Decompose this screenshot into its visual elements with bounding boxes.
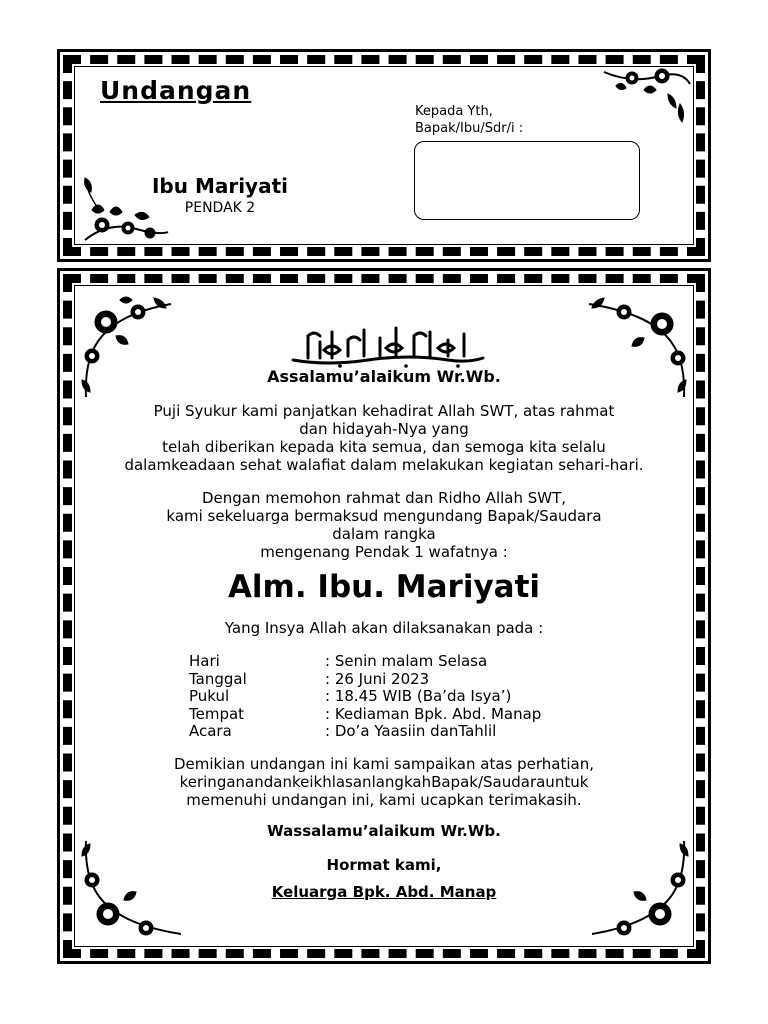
invitation-paragraph	[74, 489, 694, 561]
opening-paragraph	[74, 402, 694, 474]
signature-block	[74, 883, 694, 901]
recipient-label: Kepada Yth,	[415, 104, 493, 119]
paragraph-line: telah diberikan kepada kita semua, dan semoga kita selalu	[162, 438, 606, 456]
paragraph-line: kami sekeluarga bermaksud mengundang Bapak/Saudara	[166, 507, 602, 525]
card-title: Undangan	[100, 76, 252, 105]
detail-value-time: : 18.45 WIB (Ba’da Isya’)	[325, 687, 512, 705]
detail-label-event: Acara	[189, 722, 232, 740]
detail-value-date: : 26 Juni 2023	[325, 670, 430, 688]
detail-label-day: Hari	[189, 652, 220, 670]
detail-label-time: Pukul	[189, 687, 230, 705]
paragraph-line: keringanandankeikhlasanlangkahBapak/Saudarauntuk	[179, 773, 589, 791]
paragraph-line: dan hidayah-Nya yang	[299, 420, 469, 438]
detail-value-day: : Senin malam Selasa	[325, 652, 488, 670]
schedule-intro: Yang Insya Allah akan dilaksanakan pada :	[224, 619, 544, 637]
regards-line: Hormat kami,	[326, 856, 442, 874]
floral-ornament-icon	[602, 64, 694, 130]
detail-value-event: : Do’a Yaasiin danTahlil	[325, 722, 497, 740]
deceased-name: Alm. Ibu. Mariyati	[227, 569, 541, 605]
sender-subtitle: PENDAK 2	[184, 200, 256, 216]
paragraph-line: dalam rangka	[332, 525, 436, 543]
bismillah-calligraphy-icon	[288, 322, 488, 370]
recipient-salutation: Bapak/Ibu/Sdr/i :	[415, 121, 524, 136]
paragraph-line: dalamkeadaan sehat walafiat dalam melakukan kegiatan sehari-hari.	[124, 456, 644, 474]
detail-value-place: : Kediaman Bpk. Abd. Manap	[325, 705, 542, 723]
opening-greeting: Assalamu’alaikum Wr.Wb.	[267, 367, 501, 386]
floral-ornament-icon	[80, 170, 170, 250]
paragraph-line: mengenang Pendak 1 wafatnya :	[260, 543, 508, 561]
closing-paragraph	[74, 755, 694, 809]
detail-label-date: Tanggal	[189, 670, 247, 688]
recipient-address-box	[414, 141, 640, 220]
closing-greeting: Wassalamu’alaikum Wr.Wb.	[267, 822, 501, 840]
family-signature: Keluarga Bpk. Abd. Manap	[271, 883, 497, 901]
detail-label-place: Tempat	[189, 705, 245, 723]
paragraph-line: memenuhi undangan ini, kami ucapkan terimakasih.	[186, 791, 582, 809]
paragraph-line: Puji Syukur kami panjatkan kehadirat Allah SWT, atas rahmat	[153, 402, 615, 420]
paragraph-line: Demikian undangan ini kami sampaikan atas perhatian,	[174, 755, 594, 773]
paragraph-line: Dengan memohon rahmat dan Ridho Allah SWT,	[201, 489, 567, 507]
sender-name: Ibu Mariyati	[151, 174, 289, 198]
